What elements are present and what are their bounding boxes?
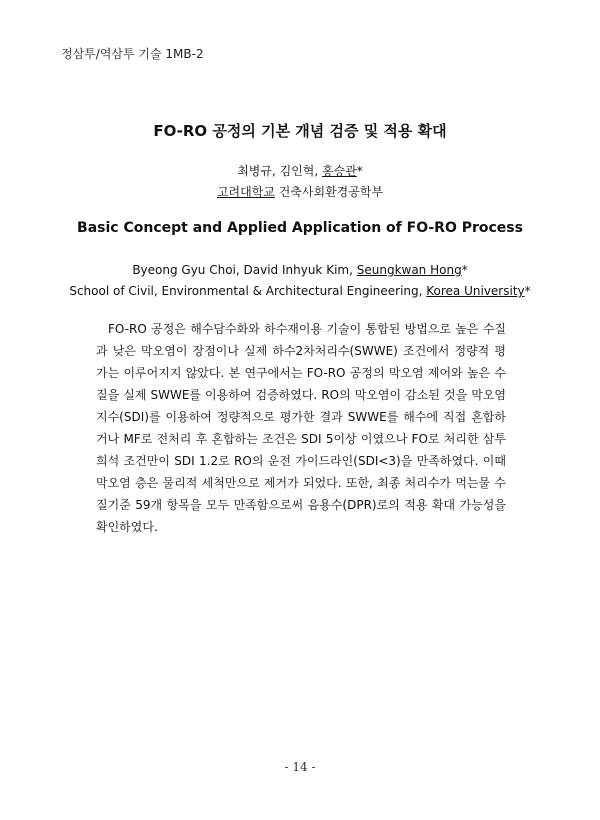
english-authors — [0, 263, 600, 277]
korean-title: FO-RO 공정의 기본 개념 검증 및 적용 확대 — [153, 122, 447, 140]
korean-department: 건축사회환경공학부 — [274, 185, 384, 199]
abstract-body: FO-RO 공정은 해수담수화와 하수재이용 기술이 통합된 방법으로 높은 수질과 낮은 막오염이 장점이나 실제 하수2차처리수(SWWE) 조건에서 정량적 평가는 이루어지지 않았다. 본 연구에서는 FO-RO 공정의 막오염 제어와 높은 수질을 실제 SWWE를 이용하여 검증하였다. RO의 막오염이 감소된 것을 막오염지수(SDI)를 이용하여 정량적으로 평가한 결과 SWWE를 해수에 직접 혼합하거나 MF로 전처리 후 혼합하는 조건은 SDI 5이상 이였으나 FO로 처리한 삼투희석 조건만이 SDI 1.2로 RO의 운전 가이드라인(SDI<3)을 만족하였다. 이때 막오염 층은 물리적 세척만으로 제거가 되었다. 또한, 최종 처리수가 먹는물 수질기준 59개 항목을 모두 만족함으로써 음용수(DPR)로의 적용 확대 가능성을 확인하였다. — [96, 322, 506, 534]
korean-university: 고려대학교 — [216, 185, 275, 199]
korean-author-1: 최병규, — [237, 164, 280, 178]
page-number: - 14 - — [284, 760, 316, 774]
english-title: Basic Concept and Applied Application of FO-RO Process — [77, 220, 523, 236]
english-affiliation-plain: School of Civil, Environmental & Architectural Engineering, — [69, 284, 427, 298]
english-authors-plain: Byeong Gyu Choi, David Inhyuk Kim, — [132, 263, 357, 277]
korean-affiliation — [0, 183, 600, 200]
english-university: Korea University — [426, 284, 525, 298]
english-affiliation — [0, 284, 600, 298]
korean-author-2: 김인혁, — [279, 164, 323, 178]
english-corresponding-author: Seungkwan Hong — [356, 263, 462, 277]
english-affiliation-mark: * — [524, 284, 531, 298]
session-header: 정삼투/역삼투 기술 1MB-2 — [61, 47, 204, 61]
corresponding-mark: * — [356, 164, 363, 178]
english-corresponding-mark: * — [461, 263, 468, 277]
korean-authors — [0, 162, 600, 179]
korean-corresponding-author: 홍승관 — [322, 164, 357, 178]
